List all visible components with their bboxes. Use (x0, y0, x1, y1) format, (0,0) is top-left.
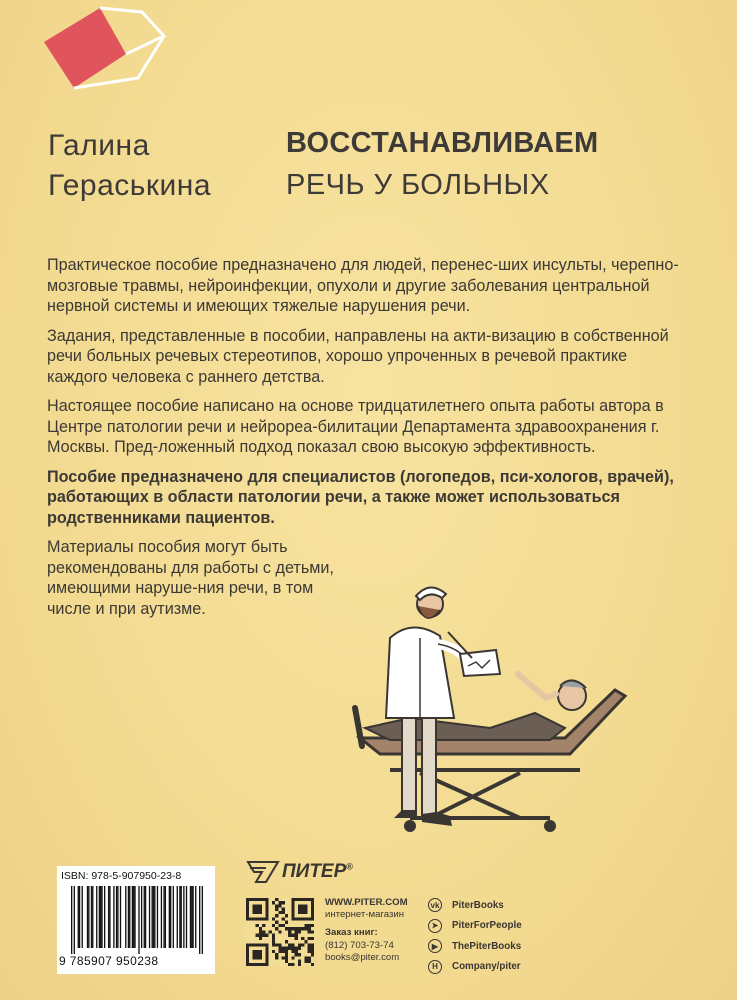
website-caption: интернет-магазин (325, 909, 405, 921)
description-paragraph-5: Материалы пособия могут быть рекомендованы для работы с детьми, имеющими наруше-ния речи, в том числе и при аутизме. (47, 538, 334, 618)
social-label: Company/piter (452, 961, 521, 973)
title-line-2: РЕЧЬ У БОЛЬНЫХ (286, 169, 550, 201)
telegram-icon: ➤ (428, 919, 442, 933)
social-link-telegram[interactable] (428, 916, 568, 937)
website-link[interactable]: WWW.PITER.COM (325, 897, 408, 908)
author-last-name: Гераськина (48, 169, 212, 202)
author-name (48, 126, 211, 206)
cube-logo-icon (38, 0, 168, 100)
social-label: ThePiterBooks (452, 940, 522, 952)
isbn-barcode-block (57, 866, 215, 974)
title-line-1: ВОССТАНАВЛИВАЕМ (286, 127, 599, 159)
social-label: PiterBooks (452, 899, 504, 911)
author-first-name: Галина (48, 129, 150, 162)
description-paragraph-3: Настоящее пособие написано на основе тридцатилетнего опыта работы автора в Центре патологии речи и нейрореа-билитации Департамента здравоохранения г. Москвы. Пред-ложенный подход показал свою высокую эффективность. (47, 397, 664, 456)
barcode-icon (71, 886, 203, 954)
social-link-youtube[interactable] (428, 936, 568, 957)
social-link-habr[interactable] (428, 957, 568, 978)
publisher-name: ПИТЕР® (282, 861, 353, 882)
book-title (286, 122, 599, 206)
youtube-icon: ▶ (428, 939, 442, 953)
habr-icon: H (428, 960, 442, 974)
order-phone: (812) 703-73-74 (325, 939, 394, 951)
vk-icon: vk (428, 898, 442, 912)
publisher-contacts (325, 897, 435, 964)
isbn-label: ISBN: 978-5-907950-23-8 (61, 870, 182, 882)
description-paragraph-2: Задания, представленные в пособии, направлены на акти-визацию в собственной речи больных речевых стереотипов, хорошо упроченных в речевой практике каждого человека с раннего детства. (47, 326, 669, 386)
order-email[interactable]: books@piter.com (325, 951, 400, 963)
social-label: PiterForPeople (452, 920, 522, 932)
qr-code-icon[interactable] (246, 898, 314, 966)
social-links (428, 895, 568, 977)
social-link-vk[interactable] (428, 895, 568, 916)
doctor-patient-illustration (350, 578, 640, 840)
book-description (47, 255, 687, 628)
isbn-digits: 9 785907 950238 (59, 954, 159, 968)
publisher-logo (246, 858, 353, 886)
piter-logo-icon (246, 860, 280, 884)
order-label: Заказ книг: (325, 927, 378, 939)
description-paragraph-1: Практическое пособие предназначено для людей, перенес-ших инсульты, черепно-мозговые травмы, нейроинфекции, опухоли и другие заболевания центральной нервной системы и имеющих тяжелые нарушения речи. (47, 256, 679, 315)
description-paragraph-audience: Пособие предназначено для специалистов (логопедов, пси-хологов, врачей), работающих в области патологии речи, а также может использоваться родственниками пациентов. (47, 467, 674, 527)
